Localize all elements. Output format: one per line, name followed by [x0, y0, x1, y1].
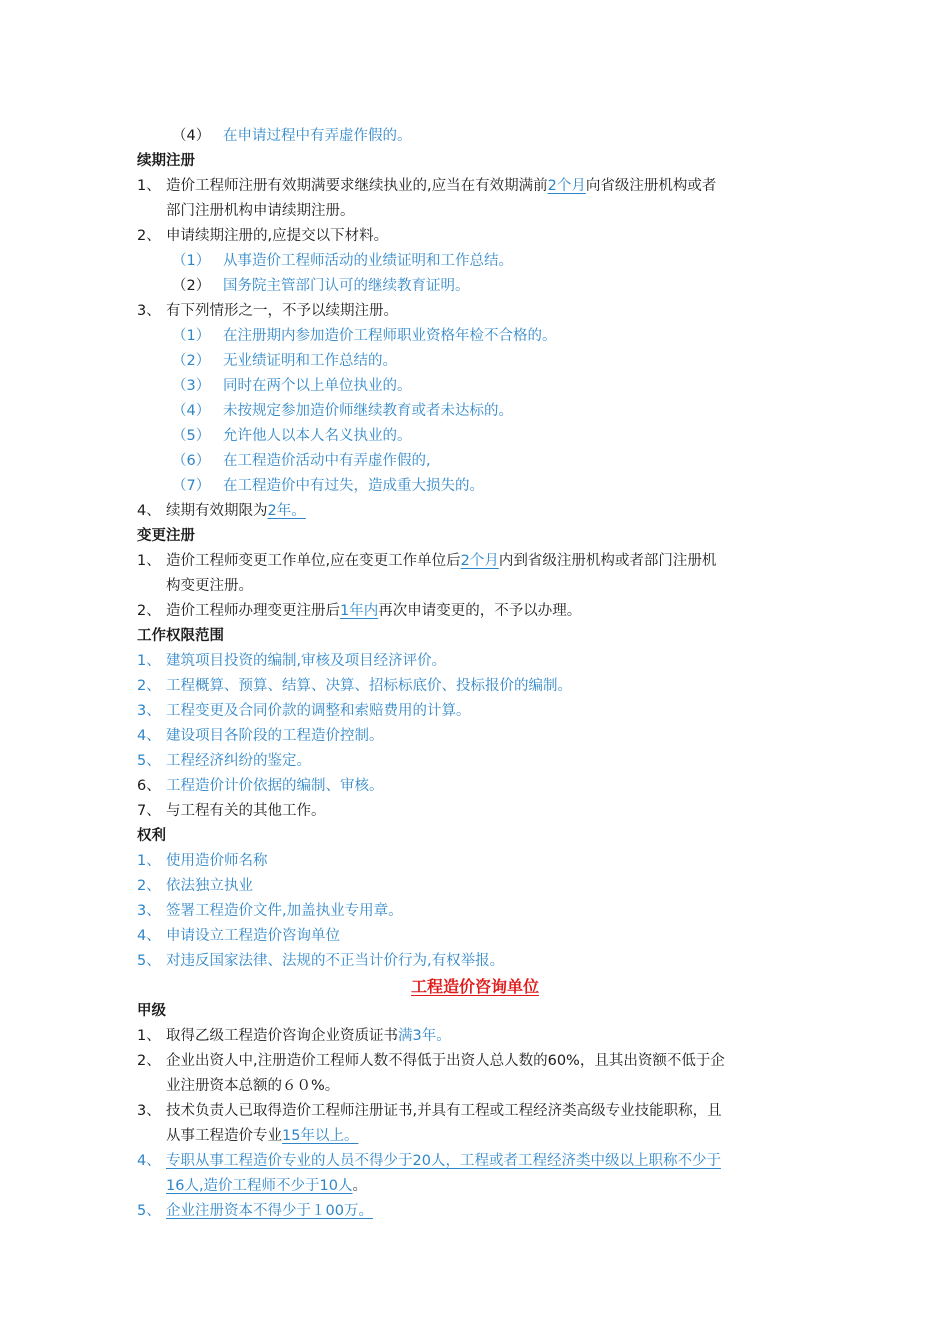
section-heading-renewal: 续期注册 [137, 153, 195, 169]
highlight-link[interactable]: 2个月 [460, 553, 499, 569]
highlight-link[interactable]: 企业注册资本不得少于１00万。 [166, 1203, 373, 1219]
document-page: （4） 在申请过程中有弄虚作假的。 续期注册 1、 造价工程师注册有效期满要求继续执业的,应当在有效期满前2个月向省级注册机构或者 部门注册机构申请续期注册。 2、 申请续期注册的,应提交以下材料。 （1） 从事造价工程师活动的业绩证明和工作总结。 （2） 国务院主管部门认可的继续教育证明。 3、 有下列情形之一，不予以续期注册。 （1） 在注册期内参加造价工程师职业资格年检不合格的。 （2） 无业绩证明和工作总结的。 （3） 同时在两个以上单位执业的。 （4） 未按规定参加造价师继续教育或者未达标的。 （5） 允许他人以本人名义执业的。 （6） 在工程造价活动中有弄虚作假的, （7） 在工程造价中有过失，造成重大损失的。 4、 续期有效期限为2年。 变更注册 1、 造价工程师变更工作单位,应在变更工作单位后2个月内到省级注册机构或者部门注册机 构变更注册。 2、 造价工程师办理变更注册后1年内再次申请变更的，不予以办理。 工作权限范围 1、 建筑项目投资的编制,审核及项目经济评价。 2、 工程概算、预算、结算、决算、招标标底价、投标报价的编制。 3、 工程变更及合同价款的调整和索赔费用的计算。 4、 建设项目各阶段的工程造价控制。 5、 工程经济纠纷的鉴定。 6、 工程造价计价依据的编制、审核。 7、 与工程有关的其他工作。 权利 1、 使用造价师名称 2、 依法独立执业 3、 签署工程造价文件,加盖执业专用章。 4、 申请设立工程造价咨询单位 5、 对违反国家法律、法规的不正当计价行为,有权举报。 工程造价咨询单位 甲级 1、 取得乙级工程造价咨询企业资质证书满3年。 2、 企业出资人中,注册造价工程师人数不得低于出资人总人数的60%，且其出资额不低于企 业注册资本总额的６０%。 3、 技术负责人已取得造价工程师注册证书,并具有工程或工程经济类高级专业技能职称，且 从事工程造价专业15年以上。 4、 专职从事工程造价专业的人员不得少于20人，工程或者工程经济类中级以上职称不少于 16人,造价工程师不少于10人。 5、 企业注册资本不得少于１00万。 [0, 0, 950, 1344]
item-text: 造价工程师注册有效期满要求继续执业的,应当在有效期满前2个月向省级注册机构或者 [166, 178, 717, 194]
section-heading-grade-a: 甲级 [137, 1003, 166, 1019]
section-heading-scope: 工作权限范围 [137, 628, 224, 644]
section-heading-change: 变更注册 [137, 528, 195, 544]
highlight-link[interactable]: 15年以上。 [282, 1128, 359, 1144]
highlight-link[interactable]: 2个月 [547, 178, 586, 194]
item-number: 1、 [137, 178, 161, 194]
highlight-link[interactable]: 专职从事工程造价专业的人员不得少于20人，工程或者工程经济类中级以上职称不少于 [166, 1153, 721, 1169]
section-title-consulting-unit: 工程造价咨询单位 [410, 977, 539, 996]
item-number: （4） [172, 128, 211, 144]
highlight-link[interactable]: 16人,造价工程师不少于10人 [166, 1178, 353, 1194]
highlight-link[interactable]: 1年内 [340, 603, 379, 619]
highlight-link[interactable]: 2年。 [267, 503, 306, 519]
section-heading-rights: 权利 [137, 828, 166, 844]
item-text: 在申请过程中有弄虚作假的。 [223, 128, 412, 144]
